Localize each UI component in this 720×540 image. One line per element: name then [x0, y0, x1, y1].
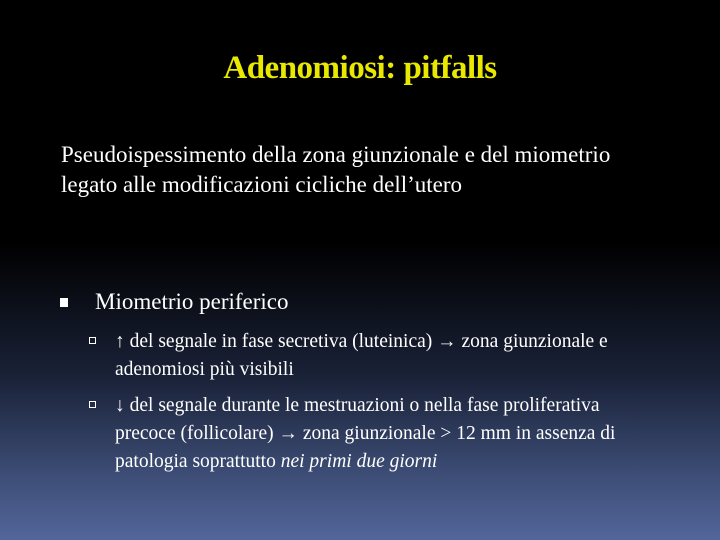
sub-bullet-text [115, 392, 665, 476]
slide-title: Adenomiosi: pitfalls [223, 50, 497, 86]
square-bullet-icon [60, 298, 68, 307]
hollow-square-bullet-icon [89, 337, 96, 344]
sub-bullet-text: ↑ del segnale in fase secretiva (luteinica) → zona giunzionale e adenomiosi più visibili [115, 331, 608, 380]
sub-bullet-text-italic: nei primi due giorni [280, 451, 438, 472]
hollow-square-bullet-icon [89, 401, 96, 408]
sub-bullet-text-plain: ↓ del segnale durante le mestruazioni o nella fase proliferativa precoce (follicolare) → zona giunzionale > 12 mm in assenza di patologia soprattutto [115, 395, 616, 472]
intro-paragraph: Pseudoispessimento della zona giunzionale e del miometrio legato alle modificazioni cicliche dell’utero [61, 142, 611, 197]
bullet-label: Miometrio periferico [95, 289, 289, 314]
